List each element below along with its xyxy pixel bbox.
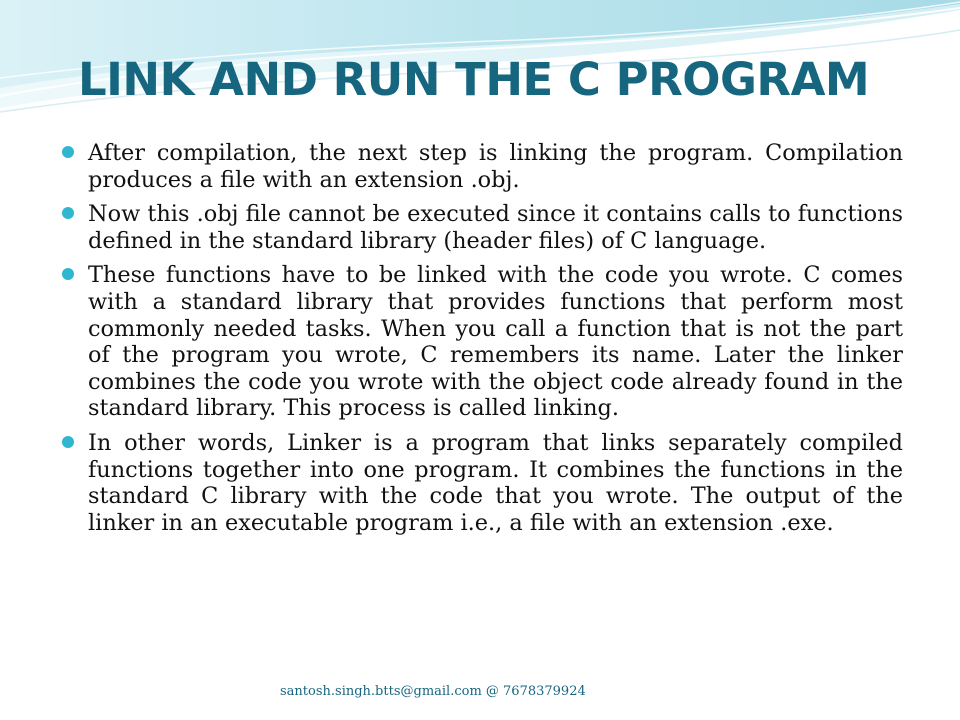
footer-contact: santosh.singh.btts@gmail.com @ 7678379924 <box>280 684 586 699</box>
bullet-icon <box>62 146 74 158</box>
bullet-list <box>88 140 903 544</box>
bullet-item <box>88 140 903 193</box>
bullet-item <box>88 430 903 536</box>
bullet-icon <box>62 268 74 280</box>
bullet-text: Now this .obj file cannot be executed since it contains calls to functions defined in the standard library (header files) of C language. <box>88 201 903 254</box>
slide-title: LINK AND RUN THE C PROGRAM <box>78 53 870 106</box>
bullet-icon <box>62 436 74 448</box>
bullet-item <box>88 201 903 254</box>
bullet-text: In other words, Linker is a program that links separately compiled functions together into one program. It combines the functions in the standard C library with the code that you wrote. The output of the linker in an executable program i.e., a file with an extension .exe. <box>88 429 903 536</box>
bullet-text: These functions have to be linked with the code you wrote. C comes with a standard library that provides functions that perform most commonly needed tasks. When you call a function that is not the part of the program you wrote, C remembers its name. Later the linker combines the code you wrote with the object code already found in the standard library. This process is called linking. <box>88 262 903 422</box>
bullet-text: After compilation, the next step is linking the program. Compilation produces a file with an extension .obj. <box>88 140 903 193</box>
bullet-item <box>88 262 903 422</box>
bullet-icon <box>62 207 74 219</box>
